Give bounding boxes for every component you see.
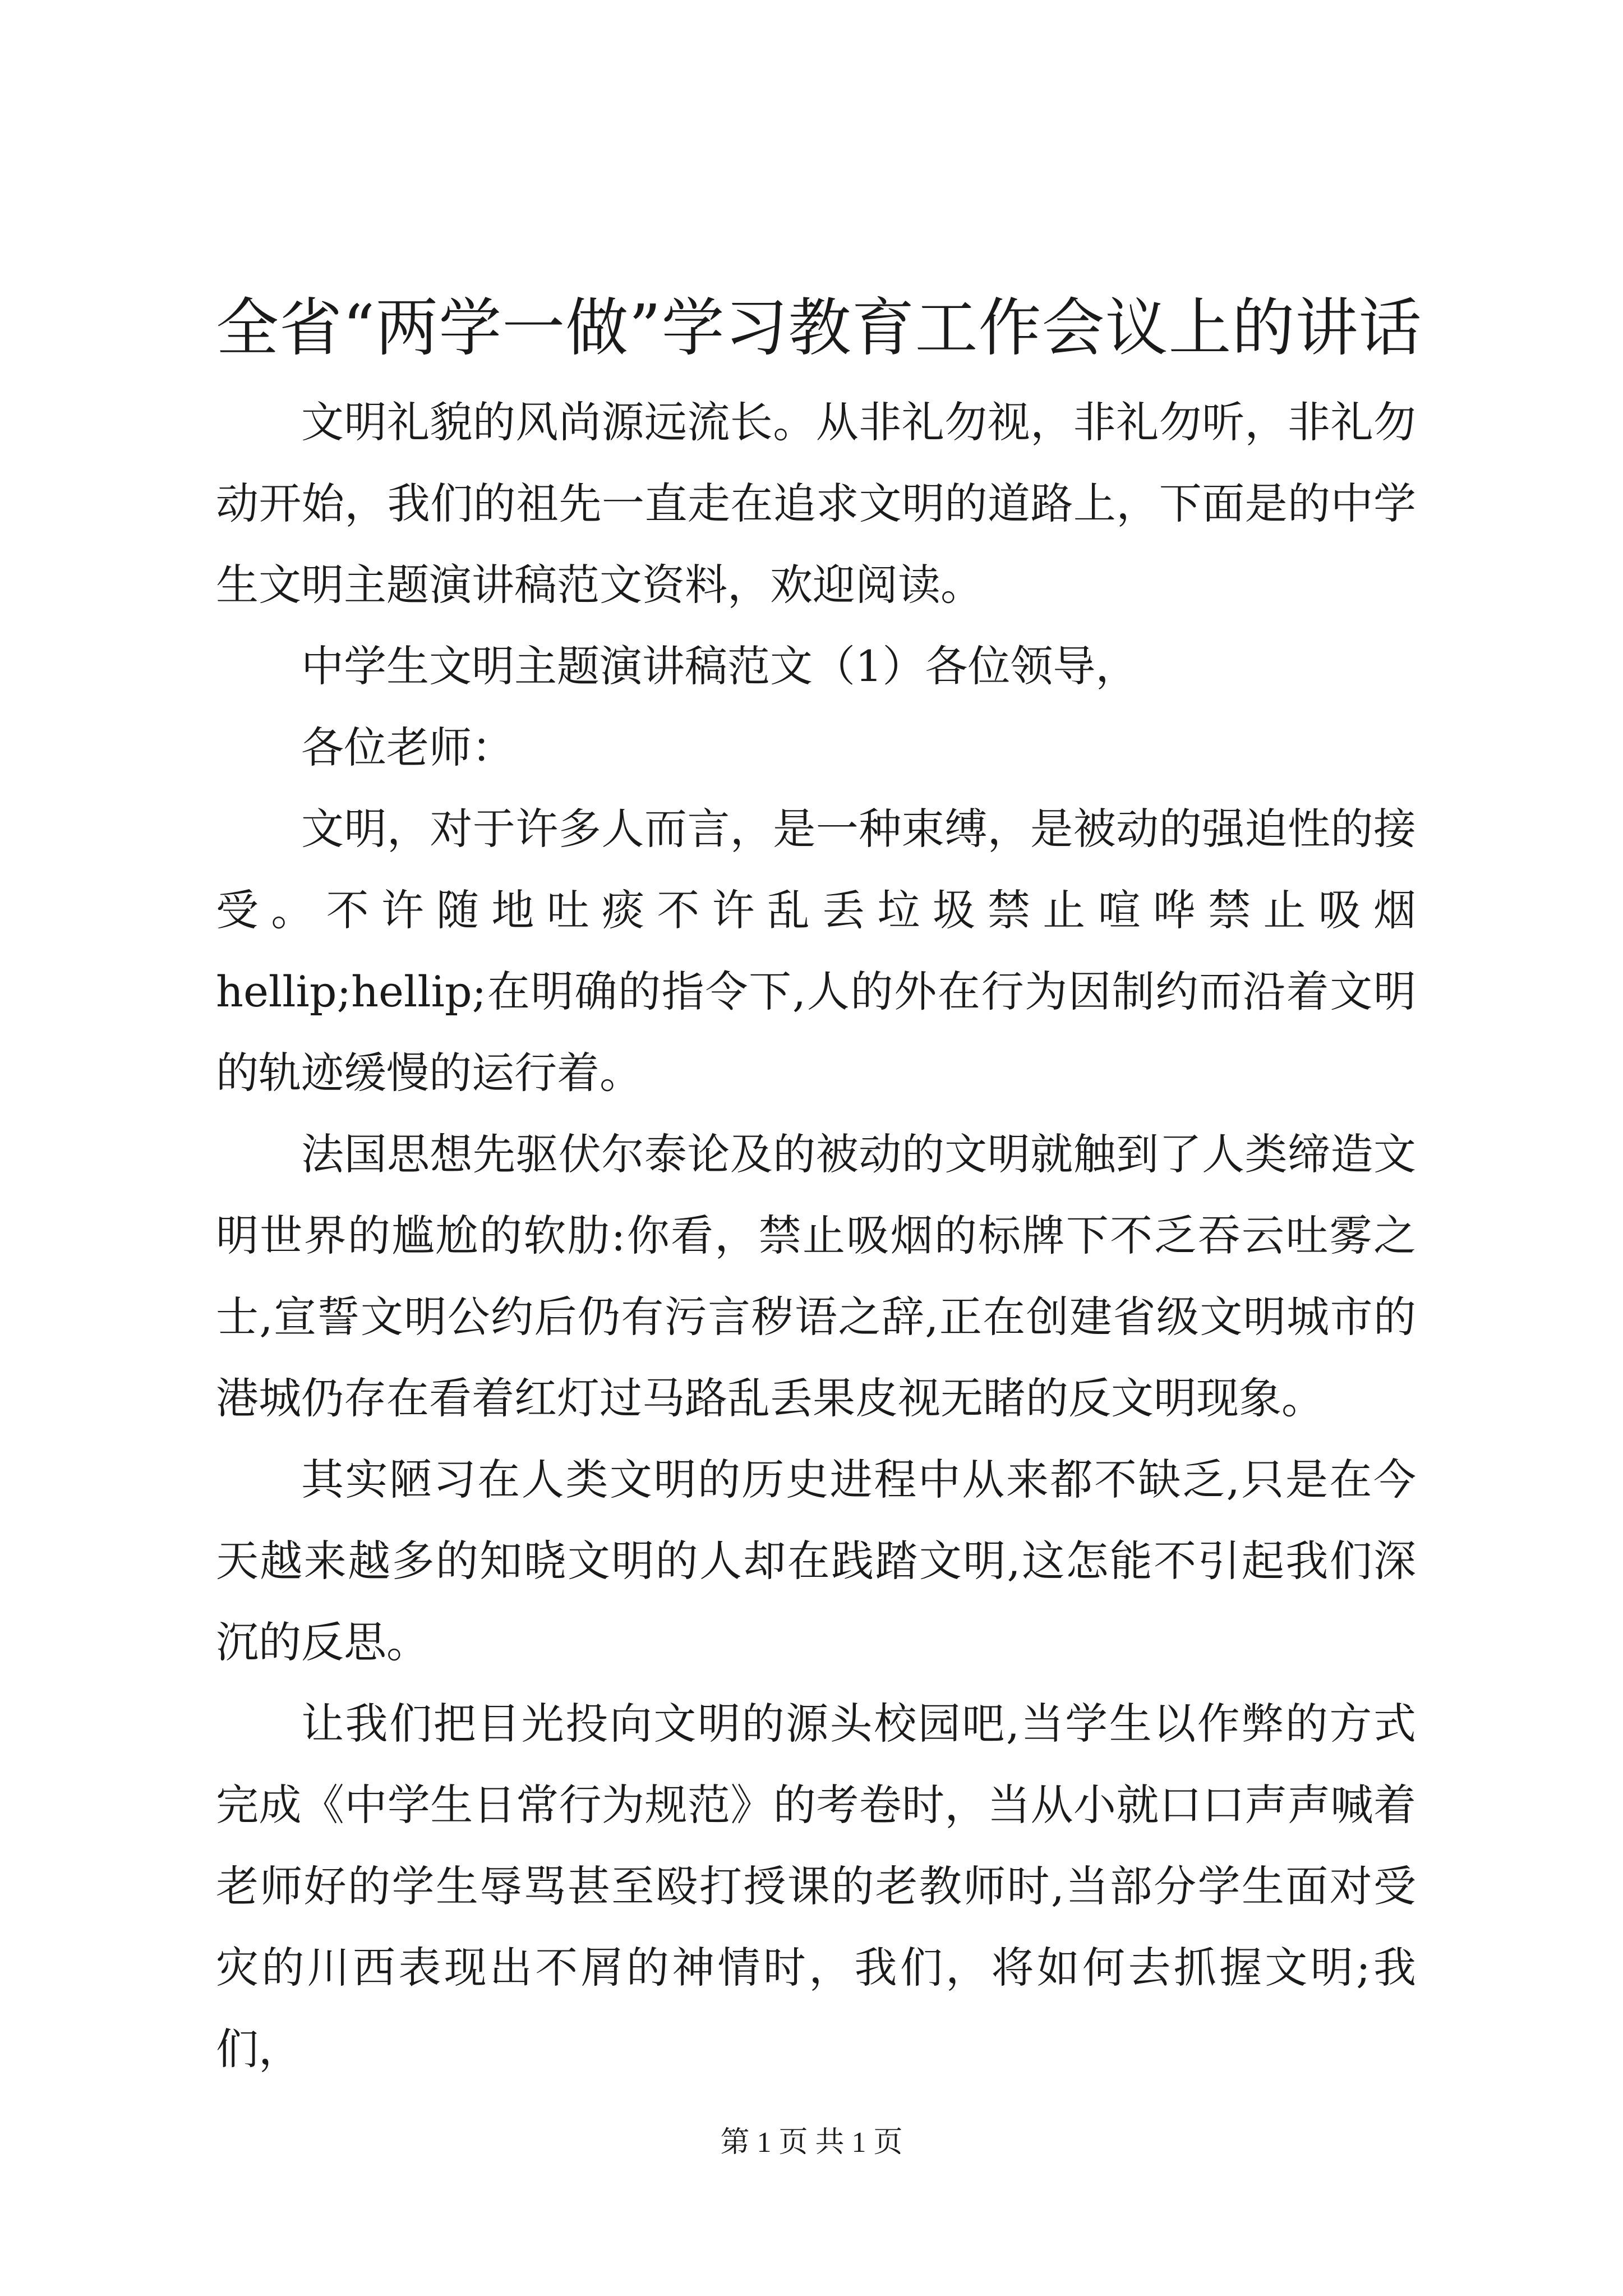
paragraph: 中学生文明主题演讲稿范文（1）各位领导， bbox=[301, 641, 1138, 691]
paragraph: 文明礼貌的风尚源远流长。从非礼勿视，非礼勿听，非礼勿动开始，我们的祖先一直走在追求文明的道路上，下面是的中学生文明主题演讲稿范文资料，欢迎阅读。 bbox=[216, 397, 1416, 610]
paragraph: 其实陋习在人类文明的历史进程中从来都不缺乏,只是在今天越来越多的知晓文明的人却在践踏文明,这怎能不引起我们深沉的反思。 bbox=[216, 1455, 1416, 1667]
page-footer: 第 1 页 共 1 页 bbox=[720, 2127, 903, 2159]
paragraph: 文明，对于许多人而言，是一种束缚，是被动的强迫性的接受。不许随地吐痰不许乱丢垃圾禁止喧哗禁止吸烟hellip;hellip;在明确的指令下,人的外在行为因制约而沿着文明的轨迹缓慢的运行着。 bbox=[216, 804, 1416, 1098]
paragraph: 各位老师： bbox=[301, 723, 514, 772]
document-title: 全省“两学一做”学习教育工作会议上的讲话 bbox=[216, 292, 1422, 365]
document-body bbox=[216, 381, 1416, 2090]
paragraph: 让我们把目光投向文明的源头校园吧,当学生以作弊的方式完成《中学生日常行为规范》的考卷时，当从小就口口声声喊着老师好的学生辱骂甚至殴打授课的老教师时,当部分学生面对受灾的川西表现出不屑的神情时，我们，将如何去抓握文明;我们， bbox=[216, 1699, 1416, 2074]
paragraph: 法国思想先驱伏尔泰论及的被动的文明就触到了人类缔造文明世界的尴尬的软肋:你看，禁止吸烟的标牌下不乏吞云吐雾之士,宣誓文明公约后仍有污言秽语之辞,正在创建省级文明城市的港城仍存在看着红灯过马路乱丢果皮视无睹的反文明现象。 bbox=[216, 1129, 1416, 1423]
